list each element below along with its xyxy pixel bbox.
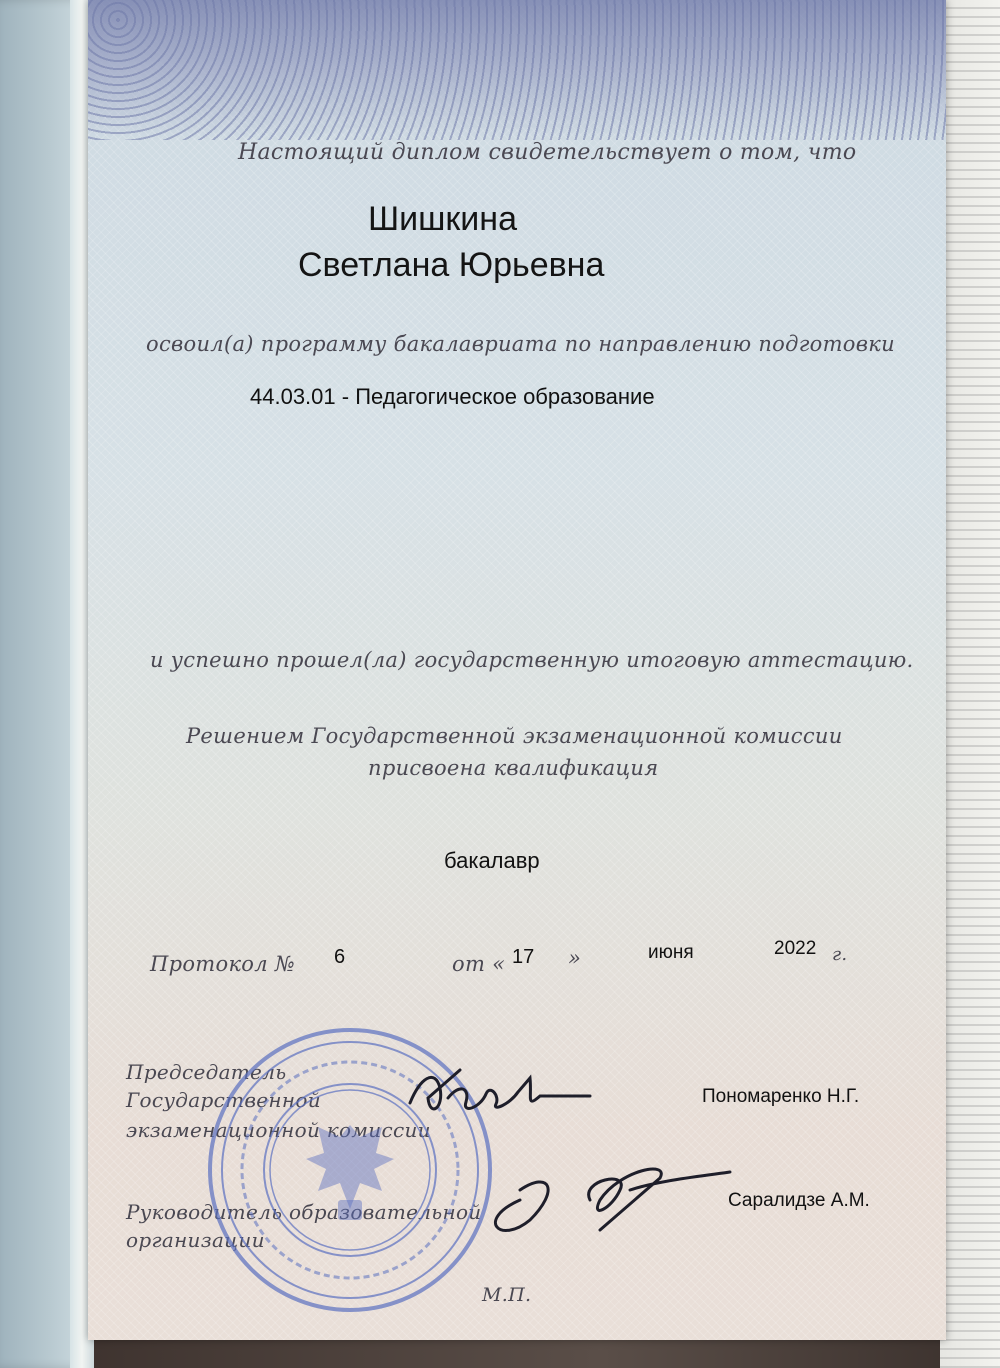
program-code: 44.03.01 - Педагогическое образование xyxy=(250,384,655,409)
protocol-year: 2022 xyxy=(774,938,817,959)
surname: Шишкина xyxy=(368,200,517,238)
decision-line-1: Решением Государственной экзаменационной комиссии xyxy=(186,724,843,748)
seal-place-label: М.П. xyxy=(482,1284,532,1306)
guilloche-border xyxy=(88,0,946,140)
coat-of-arms-icon xyxy=(306,1125,394,1220)
protocol-number: 6 xyxy=(334,946,346,968)
protocol-close-quote: » xyxy=(568,946,582,970)
protocol-from-label: от « xyxy=(452,952,506,976)
chairman-name: Пономаренко Н.Г. xyxy=(702,1086,860,1107)
protocol-day: 17 xyxy=(512,946,535,968)
head-signature xyxy=(480,1150,740,1260)
protocol-year-suffix: г. xyxy=(832,944,848,965)
program-line: освоил(а) программу бакалавриата по направлению подготовки xyxy=(146,332,895,356)
protocol-month: июня xyxy=(648,942,694,963)
head-name: Саралидзе А.М. xyxy=(728,1190,870,1211)
chairman-line-3: экзаменационной комиссии xyxy=(126,1118,431,1142)
intro-text: Настоящий диплом свидетельствует о том, что xyxy=(238,140,857,165)
protocol-label: Протокол № xyxy=(150,952,296,976)
chairman-signature xyxy=(400,1058,600,1128)
qualification: бакалавр xyxy=(444,848,540,873)
head-line-2: организации xyxy=(126,1228,265,1252)
decision-line-2: присвоена квалификация xyxy=(368,756,659,780)
next-page-edge xyxy=(940,0,1000,1368)
given-names: Светлана Юрьевна xyxy=(298,246,605,284)
head-line-1: Руководитель образовательной xyxy=(126,1200,482,1224)
attestation-line: и успешно прошел(ла) государственную итоговую аттестацию. xyxy=(150,648,914,672)
chairman-line-1: Председатель xyxy=(126,1060,287,1084)
chairman-line-2: Государственной xyxy=(126,1088,321,1112)
